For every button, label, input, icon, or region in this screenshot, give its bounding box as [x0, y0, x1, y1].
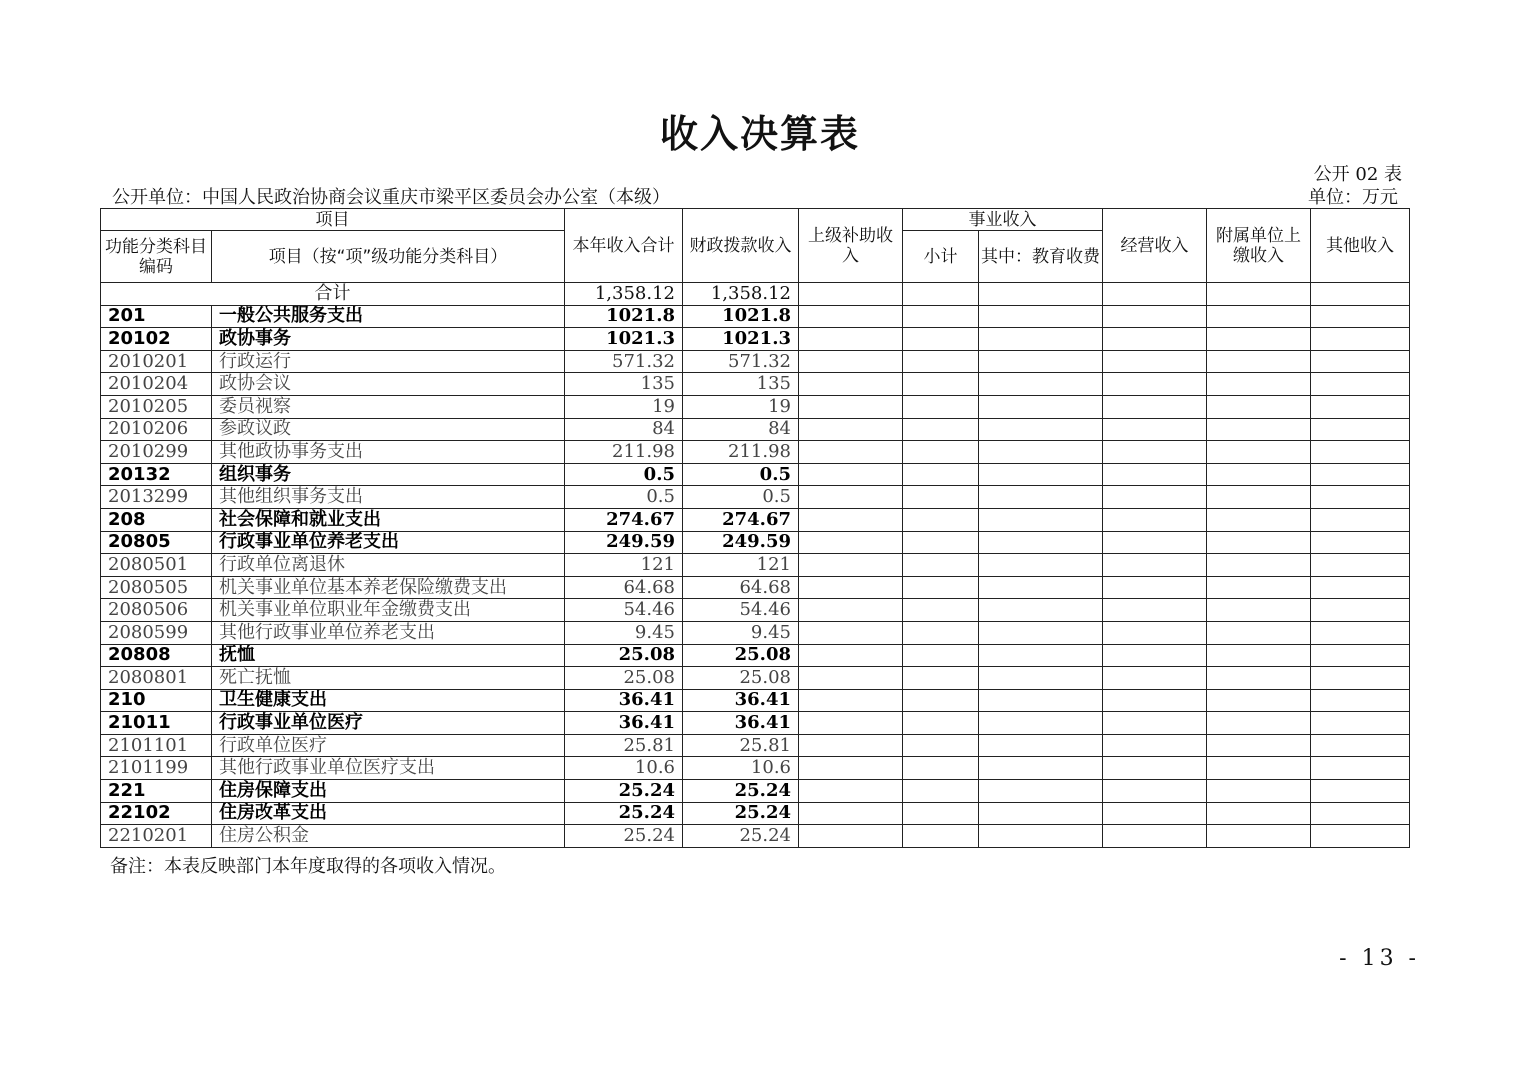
row-total: 0.5 [565, 463, 683, 486]
table-row [101, 712, 1410, 735]
row-name: 卫生健康支出 [212, 689, 565, 712]
empty-cell [799, 486, 903, 509]
table-row [101, 441, 1410, 464]
empty-cell [979, 802, 1103, 825]
empty-cell [799, 305, 903, 328]
empty-cell [903, 395, 979, 418]
row-total: 25.81 [565, 734, 683, 757]
row-code: 2080501 [101, 554, 212, 577]
empty-cell [799, 328, 903, 351]
row-fiscal: 10.6 [683, 757, 799, 780]
empty-cell [799, 667, 903, 690]
empty-cell [979, 305, 1103, 328]
empty-cell [979, 531, 1103, 554]
table-row [101, 599, 1410, 622]
empty-cell [799, 418, 903, 441]
empty-cell [1103, 712, 1207, 735]
row-fiscal: 25.24 [683, 780, 799, 803]
row-name: 行政事业单位养老支出 [212, 531, 565, 554]
page-title: 收入决算表 [659, 112, 860, 156]
table-row [101, 463, 1410, 486]
empty-cell [799, 554, 903, 577]
empty-cell [903, 508, 979, 531]
empty-cell [799, 734, 903, 757]
row-code: 2080505 [101, 576, 212, 599]
empty-cell [1311, 599, 1410, 622]
row-fiscal: 9.45 [683, 621, 799, 644]
row-name: 机关事业单位职业年金缴费支出 [212, 599, 565, 622]
row-total: 36.41 [565, 712, 683, 735]
empty-cell [979, 576, 1103, 599]
row-total: 0.5 [565, 486, 683, 509]
row-fiscal: 84 [683, 418, 799, 441]
empty-cell [903, 328, 979, 351]
table-row [101, 508, 1410, 531]
empty-cell [979, 554, 1103, 577]
row-total: 25.08 [565, 644, 683, 667]
empty-cell [979, 328, 1103, 351]
empty-cell [1207, 554, 1311, 577]
empty-cell [903, 418, 979, 441]
row-name: 抚恤 [212, 644, 565, 667]
empty-cell [1207, 463, 1311, 486]
empty-cell [1103, 350, 1207, 373]
row-name: 住房保障支出 [212, 780, 565, 803]
row-code: 208 [101, 508, 212, 531]
empty-cell [1311, 734, 1410, 757]
row-name: 住房公积金 [212, 825, 565, 848]
empty-cell [1311, 350, 1410, 373]
row-fiscal: 135 [683, 373, 799, 396]
empty-cell [1103, 531, 1207, 554]
empty-cell [903, 802, 979, 825]
empty-cell [979, 486, 1103, 509]
empty-cell [903, 780, 979, 803]
table-row [101, 825, 1410, 848]
empty-cell [1103, 621, 1207, 644]
row-name: 其他行政事业单位养老支出 [212, 621, 565, 644]
empty-cell [1311, 373, 1410, 396]
empty-cell [799, 825, 903, 848]
row-fiscal: 25.08 [683, 667, 799, 690]
row-fiscal: 211.98 [683, 441, 799, 464]
row-name: 其他组织事务支出 [212, 486, 565, 509]
empty-cell [1207, 644, 1311, 667]
row-total: 10.6 [565, 757, 683, 780]
row-name: 委员视察 [212, 395, 565, 418]
empty-cell [1103, 667, 1207, 690]
empty-cell [979, 508, 1103, 531]
row-name: 政协会议 [212, 373, 565, 396]
table-row [101, 780, 1410, 803]
empty-cell [799, 599, 903, 622]
empty-cell [979, 689, 1103, 712]
empty-cell [1311, 418, 1410, 441]
row-code: 2101199 [101, 757, 212, 780]
empty-cell [1103, 689, 1207, 712]
row-code: 20808 [101, 644, 212, 667]
header-business-group: 事业收入 [903, 209, 1103, 231]
table-row [101, 350, 1410, 373]
row-total: 54.46 [565, 599, 683, 622]
row-name: 参政议政 [212, 418, 565, 441]
empty-cell [979, 667, 1103, 690]
empty-cell [1311, 825, 1410, 848]
total-amount: 1,358.12 [565, 283, 683, 306]
row-code: 2080801 [101, 667, 212, 690]
empty-cell [903, 463, 979, 486]
total-label: 合计 [101, 283, 565, 306]
table-row [101, 418, 1410, 441]
empty-cell [979, 780, 1103, 803]
header-affiliate: 附属单位上缴收入 [1207, 209, 1311, 283]
empty-cell [1311, 441, 1410, 464]
empty-cell [903, 576, 979, 599]
empty-cell [799, 621, 903, 644]
empty-cell [1207, 350, 1311, 373]
empty-cell [1207, 508, 1311, 531]
row-code: 2010206 [101, 418, 212, 441]
empty-cell [979, 463, 1103, 486]
total-row [101, 283, 1410, 306]
empty-cell [1311, 802, 1410, 825]
empty-cell [903, 350, 979, 373]
total-fiscal: 1,358.12 [683, 283, 799, 306]
empty-cell [1103, 463, 1207, 486]
row-name: 其他政协事务支出 [212, 441, 565, 464]
row-fiscal: 36.41 [683, 689, 799, 712]
row-total: 64.68 [565, 576, 683, 599]
table-row [101, 734, 1410, 757]
empty-cell [799, 373, 903, 396]
row-total: 135 [565, 373, 683, 396]
row-name: 死亡抚恤 [212, 667, 565, 690]
row-total: 571.32 [565, 350, 683, 373]
row-name: 行政事业单位医疗 [212, 712, 565, 735]
table-row [101, 667, 1410, 690]
empty-cell [903, 554, 979, 577]
header-other: 其他收入 [1311, 209, 1410, 283]
header-operating: 经营收入 [1103, 209, 1207, 283]
empty-cell [1311, 621, 1410, 644]
row-fiscal: 36.41 [683, 712, 799, 735]
empty-cell [1311, 305, 1410, 328]
empty-cell [1103, 780, 1207, 803]
row-name: 行政运行 [212, 350, 565, 373]
header-item-group: 项目 [101, 209, 565, 231]
empty-cell [1311, 554, 1410, 577]
page-number: - 13 - [1339, 946, 1420, 971]
empty-cell [979, 712, 1103, 735]
empty-cell [979, 418, 1103, 441]
empty-cell [903, 486, 979, 509]
footnote: 备注：本表反映部门本年度取得的各项收入情况。 [110, 856, 506, 877]
row-code: 21011 [101, 712, 212, 735]
empty-cell [1103, 825, 1207, 848]
form-code: 公开 02 表 [1313, 164, 1402, 185]
empty-cell [1207, 757, 1311, 780]
empty-cell [1207, 373, 1311, 396]
empty-cell [1103, 734, 1207, 757]
empty-cell [903, 621, 979, 644]
row-fiscal: 19 [683, 395, 799, 418]
row-total: 19 [565, 395, 683, 418]
row-name: 一般公共服务支出 [212, 305, 565, 328]
row-fiscal: 25.81 [683, 734, 799, 757]
empty-cell [1103, 305, 1207, 328]
empty-cell [1103, 328, 1207, 351]
empty-cell [1311, 328, 1410, 351]
empty-cell [979, 350, 1103, 373]
empty-cell [799, 508, 903, 531]
row-fiscal: 121 [683, 554, 799, 577]
currency-unit: 单位：万元 [1308, 187, 1398, 208]
row-total: 1021.8 [565, 305, 683, 328]
empty-cell [903, 373, 979, 396]
empty-cell [1311, 463, 1410, 486]
row-total: 211.98 [565, 441, 683, 464]
header-subtotal: 小计 [903, 231, 979, 283]
empty-cell [903, 689, 979, 712]
row-total: 25.24 [565, 802, 683, 825]
empty-cell [979, 621, 1103, 644]
empty-cell [1103, 418, 1207, 441]
empty-cell [903, 734, 979, 757]
empty-cell [903, 441, 979, 464]
row-code: 201 [101, 305, 212, 328]
empty-cell [979, 395, 1103, 418]
row-total: 25.24 [565, 825, 683, 848]
empty-cell [799, 712, 903, 735]
header-code: 功能分类科目编码 [101, 231, 212, 283]
row-name: 机关事业单位基本养老保险缴费支出 [212, 576, 565, 599]
empty-cell [1103, 644, 1207, 667]
table-row [101, 486, 1410, 509]
table-row [101, 802, 1410, 825]
row-fiscal: 571.32 [683, 350, 799, 373]
table-row [101, 621, 1410, 644]
header-fiscal: 财政拨款收入 [683, 209, 799, 283]
empty-cell [1103, 486, 1207, 509]
empty-cell [1207, 599, 1311, 622]
empty-cell [1103, 441, 1207, 464]
row-total: 84 [565, 418, 683, 441]
row-name: 住房改革支出 [212, 802, 565, 825]
row-name: 行政单位离退休 [212, 554, 565, 577]
header-superior: 上级补助收入 [799, 209, 903, 283]
row-name: 组织事务 [212, 463, 565, 486]
table-row [101, 531, 1410, 554]
empty-cell [979, 734, 1103, 757]
row-code: 2080599 [101, 621, 212, 644]
empty-cell [799, 757, 903, 780]
header-edu: 其中：教育收费 [979, 231, 1103, 283]
table-row [101, 757, 1410, 780]
table-row [101, 689, 1410, 712]
row-total: 25.24 [565, 780, 683, 803]
table-row [101, 554, 1410, 577]
empty-cell [1207, 441, 1311, 464]
row-code: 2010201 [101, 350, 212, 373]
income-table [100, 208, 1410, 848]
row-total: 25.08 [565, 667, 683, 690]
table-row [101, 395, 1410, 418]
row-code: 2010205 [101, 395, 212, 418]
empty-cell [979, 644, 1103, 667]
empty-cell [1207, 780, 1311, 803]
row-total: 36.41 [565, 689, 683, 712]
row-fiscal: 249.59 [683, 531, 799, 554]
empty-cell [799, 780, 903, 803]
header-name: 项目（按“项”级功能分类科目） [212, 231, 565, 283]
empty-cell [1311, 508, 1410, 531]
empty-cell [1207, 825, 1311, 848]
table-row [101, 373, 1410, 396]
empty-cell [1311, 531, 1410, 554]
empty-cell [1311, 780, 1410, 803]
empty-cell [1207, 712, 1311, 735]
row-code: 2080506 [101, 599, 212, 622]
empty-cell [903, 599, 979, 622]
row-name: 行政单位医疗 [212, 734, 565, 757]
empty-cell [799, 463, 903, 486]
empty-cell [903, 531, 979, 554]
empty-cell [1103, 508, 1207, 531]
empty-cell [1103, 599, 1207, 622]
empty-cell [1207, 531, 1311, 554]
reporting-unit: 公开单位：中国人民政治协商会议重庆市梁平区委员会办公室（本级） [112, 187, 670, 208]
empty-cell [1311, 712, 1410, 735]
empty-cell [799, 441, 903, 464]
empty-cell [1207, 395, 1311, 418]
empty-cell [799, 531, 903, 554]
empty-cell [799, 395, 903, 418]
empty-cell [979, 825, 1103, 848]
empty-cell [903, 712, 979, 735]
row-fiscal: 1021.8 [683, 305, 799, 328]
empty-cell [903, 825, 979, 848]
row-code: 20805 [101, 531, 212, 554]
row-total: 274.67 [565, 508, 683, 531]
empty-cell [979, 757, 1103, 780]
row-name: 其他行政事业单位医疗支出 [212, 757, 565, 780]
table-row [101, 328, 1410, 351]
table-row [101, 305, 1410, 328]
empty-cell [1103, 373, 1207, 396]
row-code: 22102 [101, 802, 212, 825]
empty-cell [799, 644, 903, 667]
table-row [101, 644, 1410, 667]
empty-cell [1103, 554, 1207, 577]
row-code: 210 [101, 689, 212, 712]
empty-cell [1311, 576, 1410, 599]
empty-cell [1207, 802, 1311, 825]
row-fiscal: 0.5 [683, 486, 799, 509]
empty-cell [799, 802, 903, 825]
row-total: 9.45 [565, 621, 683, 644]
empty-cell [1311, 667, 1410, 690]
empty-cell [1103, 395, 1207, 418]
empty-cell [1207, 734, 1311, 757]
empty-cell [1207, 486, 1311, 509]
empty-cell [903, 667, 979, 690]
row-code: 2210201 [101, 825, 212, 848]
empty-cell [979, 373, 1103, 396]
empty-cell [1103, 757, 1207, 780]
empty-cell [1207, 689, 1311, 712]
empty-cell [1207, 576, 1311, 599]
row-fiscal: 1021.3 [683, 328, 799, 351]
row-code: 2013299 [101, 486, 212, 509]
row-code: 2101101 [101, 734, 212, 757]
row-name: 政协事务 [212, 328, 565, 351]
empty-cell [1311, 486, 1410, 509]
empty-cell [799, 689, 903, 712]
row-fiscal: 54.46 [683, 599, 799, 622]
empty-cell [979, 599, 1103, 622]
table-row [101, 576, 1410, 599]
empty-cell [1311, 644, 1410, 667]
header-total: 本年收入合计 [565, 209, 683, 283]
empty-cell [1103, 802, 1207, 825]
empty-cell [799, 576, 903, 599]
empty-cell [903, 644, 979, 667]
row-total: 249.59 [565, 531, 683, 554]
row-fiscal: 25.24 [683, 802, 799, 825]
row-total: 1021.3 [565, 328, 683, 351]
row-code: 20132 [101, 463, 212, 486]
row-fiscal: 0.5 [683, 463, 799, 486]
row-fiscal: 25.08 [683, 644, 799, 667]
empty-cell [1207, 667, 1311, 690]
row-name: 社会保障和就业支出 [212, 508, 565, 531]
empty-cell [1311, 395, 1410, 418]
empty-cell [799, 350, 903, 373]
row-code: 20102 [101, 328, 212, 351]
empty-cell [1311, 757, 1410, 780]
row-code: 2010299 [101, 441, 212, 464]
empty-cell [1207, 328, 1311, 351]
row-fiscal: 64.68 [683, 576, 799, 599]
row-fiscal: 274.67 [683, 508, 799, 531]
empty-cell [1207, 418, 1311, 441]
row-total: 121 [565, 554, 683, 577]
empty-cell [1103, 576, 1207, 599]
row-code: 2010204 [101, 373, 212, 396]
empty-cell [903, 757, 979, 780]
empty-cell [903, 305, 979, 328]
row-code: 221 [101, 780, 212, 803]
empty-cell [1207, 305, 1311, 328]
row-fiscal: 25.24 [683, 825, 799, 848]
empty-cell [1207, 621, 1311, 644]
empty-cell [1311, 689, 1410, 712]
empty-cell [979, 441, 1103, 464]
